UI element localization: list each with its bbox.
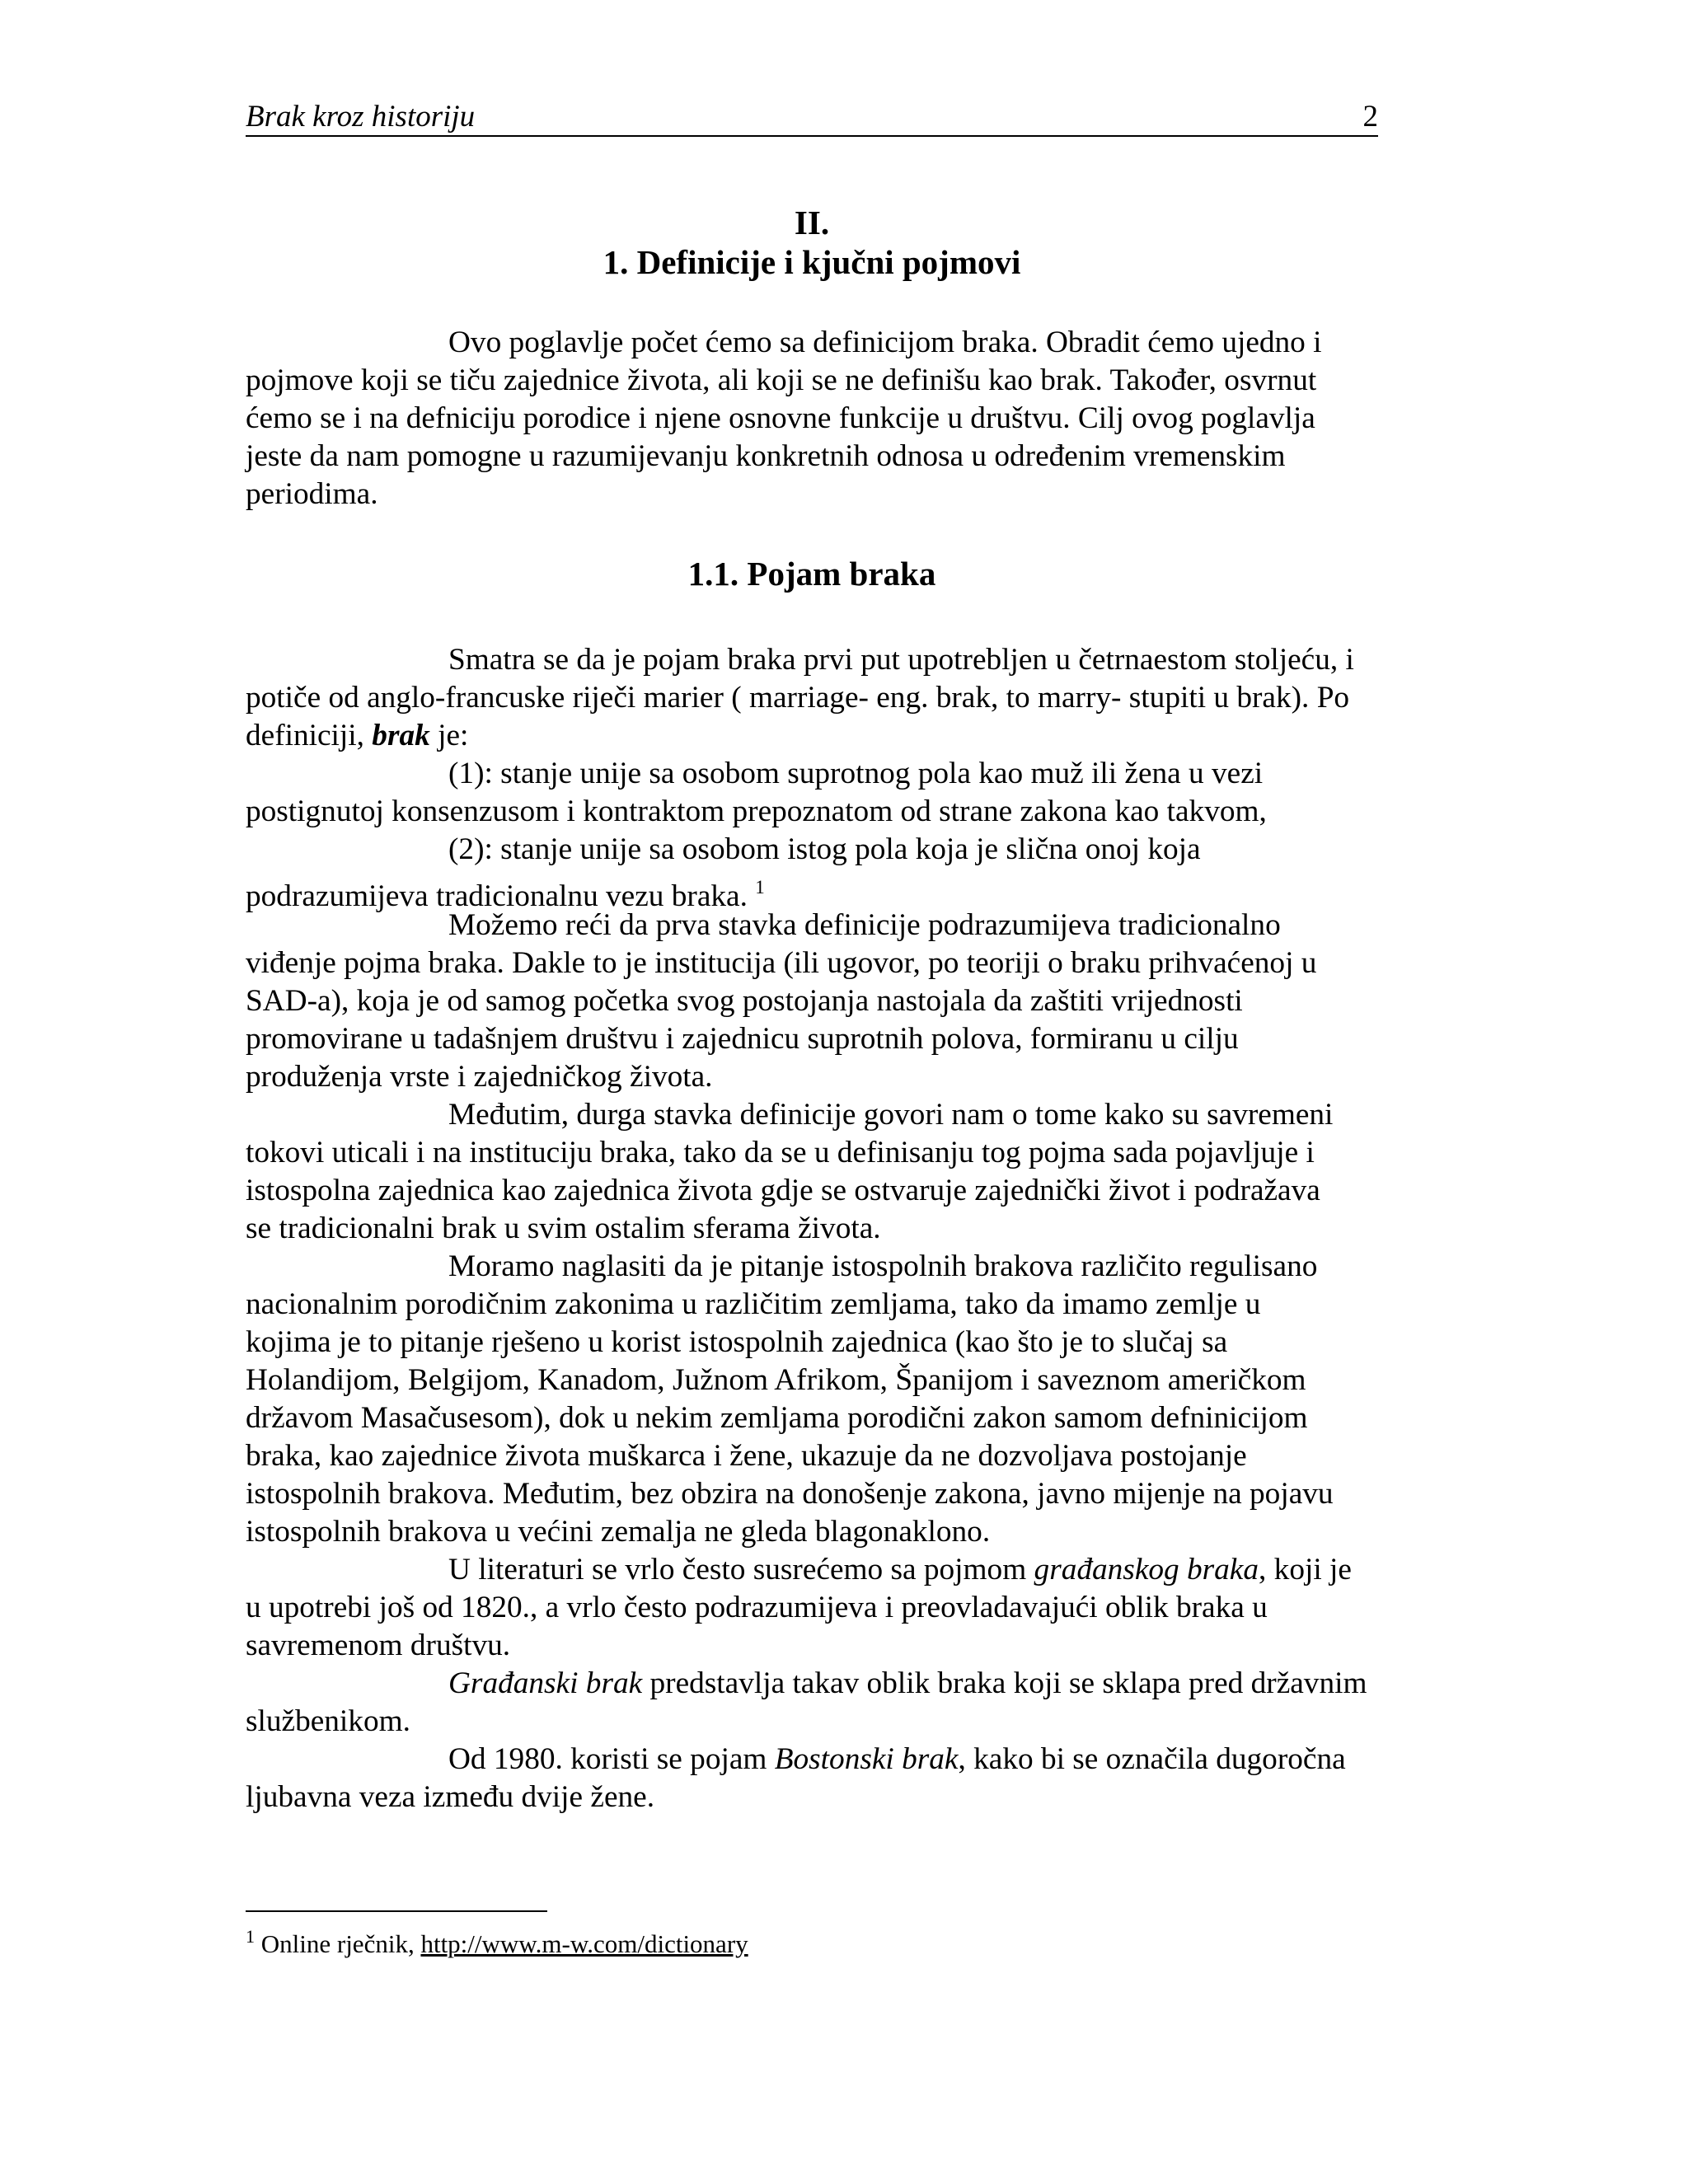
body-line: Moramo naglasiti da je pitanje istospolnih brakova različito regulisano (448, 1249, 1318, 1283)
intro-paragraph (246, 324, 1457, 513)
term-gradjanski-brak: građanskog braka (1034, 1553, 1259, 1586)
body-line (246, 717, 1457, 755)
body-text: je: (429, 719, 469, 752)
body-line: istospolnih brakova u većini zemalja ne gleda blagonaklono. (246, 1515, 991, 1549)
body-line: se tradicionalni brak u svim ostalim sferama života. (246, 1212, 881, 1245)
chapter-number: II. (794, 204, 830, 241)
running-header (246, 99, 1378, 137)
footnote (246, 1920, 1400, 1961)
term-gradjanski-brak: Građanski brak (448, 1666, 643, 1700)
header-title: Brak kroz historiju (246, 100, 476, 134)
body-line: braka, kao zajednice života muškarca i žene, ukazuje da ne dozvoljava postojanje (246, 1439, 1247, 1473)
body-line: Možemo reći da prva stavka definicije podrazumijeva tradicionalno (448, 908, 1281, 942)
body-text: definiciji, (246, 719, 373, 752)
body-text: Od 1980. koristi se pojam (448, 1742, 775, 1776)
body-text: , koji je (1259, 1553, 1352, 1586)
body-text: podrazumijeva tradicionalnu vezu braka. (246, 879, 748, 913)
intro-line: ćemo se i na defniciju porodice i njene osnovne funkcije u društvu. Cilj ovog poglavlja (246, 401, 1315, 435)
body-line: Holandijom, Belgijom, Kanadom, Južnom Afrikom, Španijom i saveznom američkom (246, 1363, 1306, 1397)
intro-line: Ovo poglavlje počet ćemo sa definicijom braka. Obradit ćemo ujedno i (448, 326, 1322, 359)
intro-line: periodima. (246, 477, 378, 511)
body-line: Međutim, durga stavka definicije govori nam o tome kako su savremeni (448, 1098, 1334, 1132)
page-number: 2 (1362, 100, 1378, 134)
body-line: nacionalnim porodičnim zakonima u različitim zemljama, tako da imamo zemlje u (246, 1287, 1261, 1321)
chapter-title: 1. Definicije i kjučni pojmovi (603, 243, 1021, 281)
definition-1: (1): stanje unije sa osobom suprotnog pola kao muž ili žena u vezi (448, 757, 1264, 790)
footnote-separator (246, 1910, 547, 1912)
body-line: SAD-a), koja je od samog početka svog postojanja nastojala da zaštiti vrijednosti (246, 984, 1243, 1018)
footnote-reference[interactable]: 1 (755, 877, 765, 898)
body-line: kojima je to pitanje rješeno u korist istospolnih zajednica (kao što je to slučaj sa (246, 1325, 1228, 1359)
intro-line: pojmove koji se tiču zajednice života, ali koji se ne definišu kao brak. Također, osvrnut (246, 363, 1317, 397)
body-line: postignutoj konsenzusom i kontraktom prepoznatom od strane zakona kao takvom, (246, 794, 1267, 828)
body-line: ljubavna veza između dvije žene. (246, 1780, 655, 1814)
body-line: produženja vrste i zajedničkog života. (246, 1060, 713, 1094)
body-line (246, 869, 1457, 913)
body-line (246, 1741, 1457, 1779)
body-text: predstavlja takav oblik braka koji se sklapa pred državnim (642, 1666, 1367, 1700)
body-line (246, 1551, 1457, 1589)
body-line: promovirane u tadašnjem društvu i zajednicu suprotnih polova, formiranu u cilju (246, 1022, 1239, 1056)
body-text: U literaturi se vrlo često susrećemo sa pojmom (448, 1553, 1034, 1586)
body-line: državom Masačusesom), dok u nekim zemljama porodični zakon samom defninicijom (246, 1401, 1308, 1435)
body-line: Smatra se da je pojam braka prvi put upotrebljen u četrnaestom stoljeću, i (448, 643, 1354, 677)
definition-2: (2): stanje unije sa osobom istog pola koja je slična onoj koja (448, 832, 1201, 866)
term-bostonski-brak: Bostonski brak (774, 1742, 959, 1776)
footnote-text: Online rječnik, (255, 1929, 421, 1958)
section-title: 1.1. Pojam braka (687, 555, 936, 593)
body-line: u upotrebi još od 1820., a vrlo često podrazumijeva i preovladavajući oblik braka u (246, 1591, 1268, 1624)
body-line: viđenje pojma braka. Dakle to je institucija (ili ugovor, po teoriji o braku prihvaćenoj u (246, 946, 1317, 980)
body-line: istospolnih brakova. Međutim, bez obzira na donošenje zakona, javno mijenje na pojavu (246, 1477, 1334, 1511)
body-line (246, 1665, 1457, 1703)
body-text: , kako bi se označila dugoročna (958, 1742, 1346, 1776)
footnote-link[interactable]: http://www.m-w.com/dictionary (420, 1929, 748, 1958)
body-line: službenikom. (246, 1704, 410, 1738)
section-body (246, 641, 1457, 1816)
intro-line: jeste da nam pomogne u razumijevanju konkretnih odnosa u određenim vremenskim (246, 439, 1286, 473)
body-line: istospolna zajednica kao zajednica života gdje se ostvaruje zajednički život i podražava (246, 1174, 1320, 1207)
body-line: tokovi uticali i na instituciju braka, tako da se u definisanju tog pojma sada pojavljuje i (246, 1136, 1315, 1169)
body-line: savremenom društvu. (246, 1629, 511, 1662)
body-line: potiče od anglo-francuske riječi marier ( marriage- eng. brak, to marry- stupiti u brak). Po (246, 681, 1350, 715)
footnote-number: 1 (246, 1926, 255, 1947)
term-brak: brak (372, 719, 430, 752)
